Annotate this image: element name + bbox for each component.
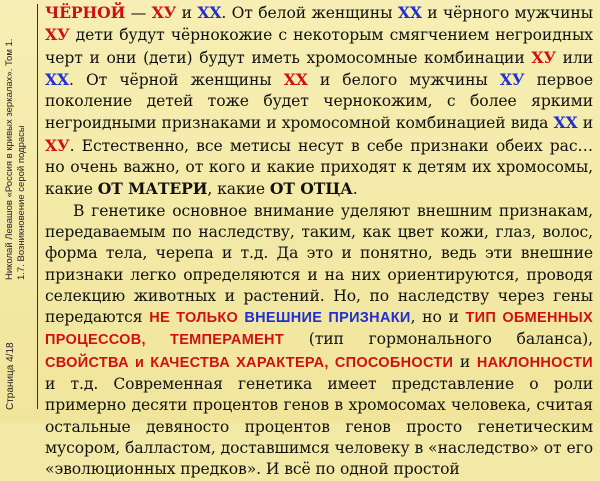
emphasis-external-traits: ВНЕШНИЕ ПРИЗНАКИ [244,310,411,327]
text-span: . Естественно, все метисы несут в себе признаки обеих рас… но очень важно, от кого и какие приходят к детям их хромосомы, какие [45,136,593,199]
text-span: и [577,114,593,133]
chromosome-xx: ХХ [397,3,422,22]
chromosome-xx: ХХ [45,69,69,89]
margin-rule [37,4,38,409]
text-span: . От чёрной женщины [69,70,284,89]
emphasis-not-only: НЕ ТОЛЬКО [149,310,245,327]
text-span: и белого мужчины [307,70,500,89]
chromosome-xy: ХУ [45,25,70,45]
chromosome-xy: ХУ [499,69,525,89]
text-span: первое поколение детей тоже будет чернокожим, с более яркими негроидными признаками и хромосомной комбинацией вида [45,70,593,133]
chromosome-xy: ХУ [531,47,556,67]
text-span: В генетике основное внимание уделяют внешним признакам, передаваемым по наследству, таким, как цвет кожи, глаз, волос, форма тела, черепа и т.д. Да это и понятно, ведь эти внешние признаки легко определяются и на них ориентируются, проводя селекцию животных и растений. Но, по наследству через гены передаются [45,201,593,327]
emphasis-mother: ОТ МАТЕРИ [97,179,208,199]
text-span: , какие [207,180,270,199]
chromosome-xy: ХУ [45,135,70,155]
document-body [45,2,593,481]
chromosome-xx: ХХ [553,113,578,133]
page-number-label: Страница 4/18 [5,342,16,410]
chromosome-xx: ХХ [283,69,308,89]
text-span: , но и [410,308,466,327]
text-span: ЧЁРНОЙ [45,3,126,22]
paragraph-2 [45,201,593,481]
text-span: — [125,4,152,22]
emphasis-father: ОТ ОТЦА [269,179,353,199]
text-span: и т.д. Современная генетика имеет представление о роли примерно десяти процентов генов в хромосомах человека, считая остальные девяносто процентов генов просто генетическим мусором, балластом, доставшимся человеку в «наследство» от его «эволюционных предков». И всё по одной простой [45,375,593,479]
text-span: . От белой женщины [221,4,398,22]
text-span: и [453,352,477,371]
text-span: (тип гормонального баланса), [283,330,593,349]
chapter-title-line: 1.7. Возникновение серой подрасы [16,125,27,280]
emphasis-inclinations: НАКЛОННОСТИ [476,354,593,371]
text-span: или [555,48,594,67]
text-span: дети будут чёрнокожие с некоторым смягчением негроидных черт и они (дети) будут иметь хромосомные комбинации [45,26,593,67]
paragraph-1 [45,2,593,201]
text-span: и [176,4,198,22]
book-info-sidebar [4,39,28,280]
book-title-line: Николай Левашов «Россия в кривых зеркалах». Том 1. [4,38,15,280]
text-span: . [352,180,358,199]
chromosome-xy: ХУ [151,3,177,22]
emphasis-metabolism-temperament: ТИП ОБМЕННЫХ ПРОЦЕССОВ, ТЕМПЕРАМЕНТ [45,310,593,349]
text-span: и чёрного мужчины [421,4,593,22]
emphasis-character-abilities: СВОЙСТВА и КАЧЕСТВА ХАРАКТЕРА, СПОСОБНОСТИ [45,354,454,371]
chromosome-xx: ХХ [197,3,222,22]
